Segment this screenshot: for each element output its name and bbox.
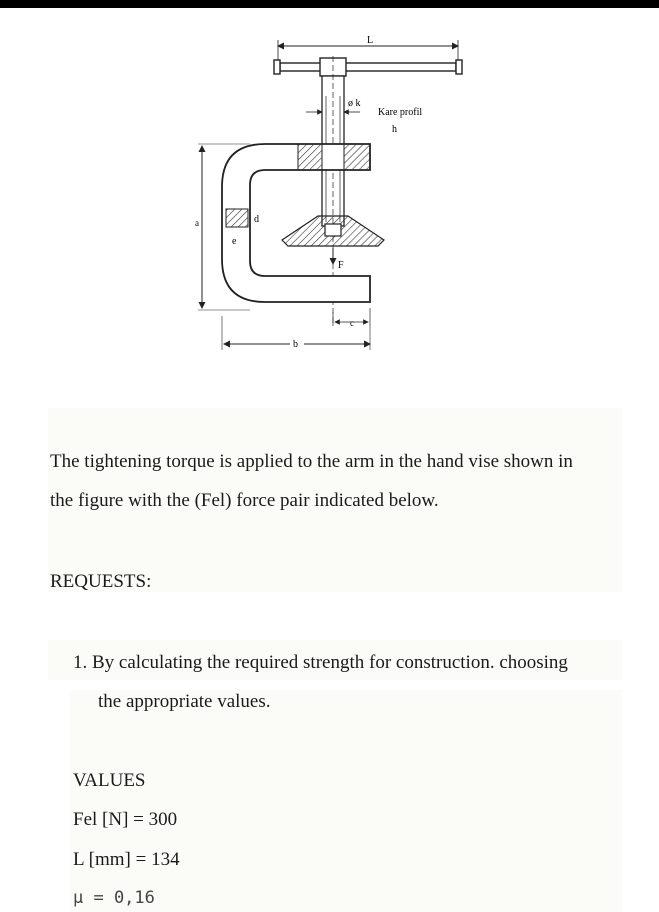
value-fel: Fel [N] = 300 (73, 809, 178, 830)
handle-bar (280, 63, 456, 71)
label-b: b (293, 339, 298, 350)
label-c: c (350, 318, 354, 328)
intro-line-1: The tightening torque is applied to the arm in the hand vise shown in (50, 451, 573, 472)
label-L: L (367, 35, 374, 46)
hand-vise-figure (170, 26, 490, 366)
request-item-1-line-2: the appropriate values. (98, 691, 271, 712)
label-e: e (232, 236, 237, 247)
label-F: F (338, 260, 344, 271)
frame-cross-section (226, 209, 248, 227)
label-a: a (195, 218, 199, 228)
label-kare-profil: Kare profil (378, 107, 423, 118)
request-item-1-line-1: 1. By calculating the required strength for construction. choosing (73, 652, 568, 673)
intro-line-2: the figure with the (Fel) force pair indicated below. (50, 490, 439, 511)
value-L: L [mm] = 134 (73, 849, 180, 870)
label-diameter-k: ø k (348, 98, 361, 109)
hand-vise-drawing (170, 26, 490, 366)
requests-heading: REQUESTS: (50, 571, 152, 592)
frame-nut-section (298, 144, 322, 170)
top-black-bar (0, 0, 659, 8)
value-mu: μ = 0,16 (73, 888, 155, 908)
values-heading: VALUES (73, 770, 146, 791)
label-h: h (392, 124, 397, 135)
values-panel-background (70, 690, 622, 912)
label-d: d (254, 214, 259, 225)
